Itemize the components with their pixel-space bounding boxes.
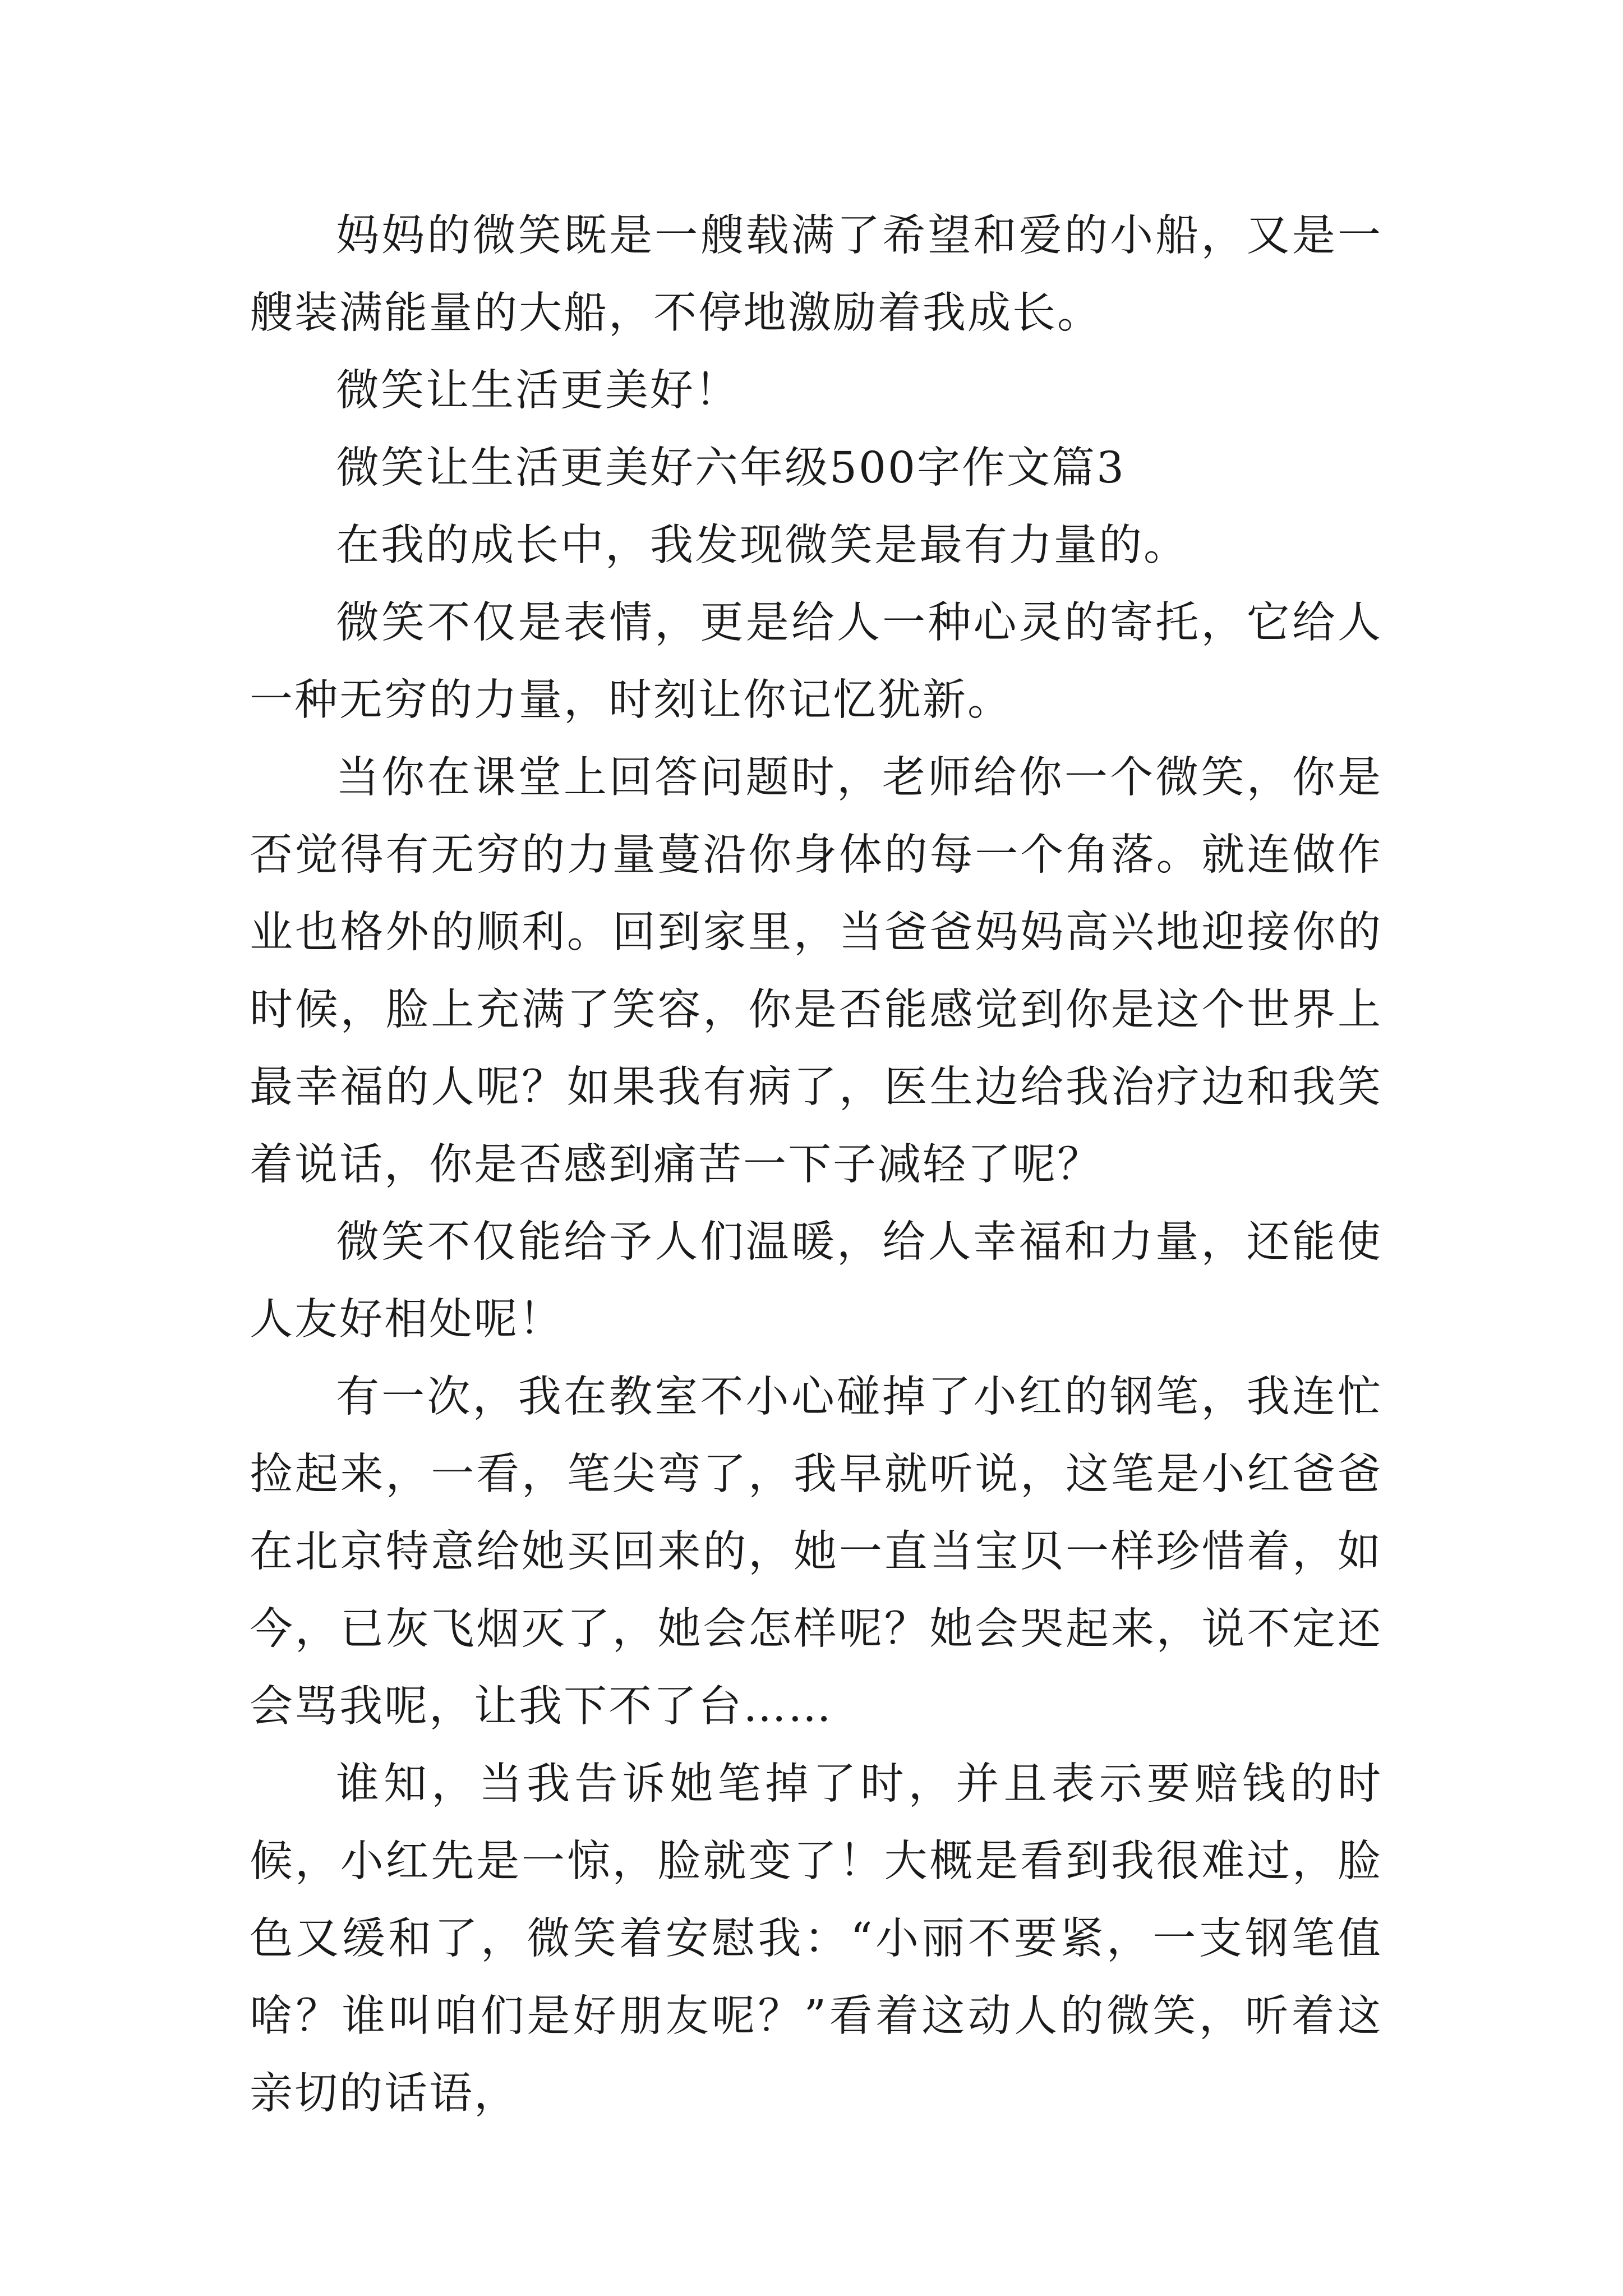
paragraph-pen-story: 有一次，我在教室不小心碰掉了小红的钢笔，我连忙捡起来，一看，笔尖弯了，我早就听说，这笔是小红爸爸在北京特意给她买回来的，她一直当宝贝一样珍惜着，如今，已灰飞烟灭了，她会怎样呢？她会哭起来，说不定还会骂我呢，让我下不了台…… [250,1372,1382,1732]
essay-title: 微笑让生活更美好六年级500字作文篇3 [336,443,1126,493]
paragraph-smile-better-life: 微笑让生活更美好！ [336,366,740,416]
paragraph-growth: 在我的成长中，我发现微笑是最有力量的。 [336,521,1188,570]
paragraph-mother-smile: 妈妈的微笑既是一艘载满了希望和爱的小船，又是一艘装满能量的大船，不停地激励着我成长。 [250,211,1382,338]
document-body [250,197,1382,2133]
paragraph-warmth: 微笑不仅能给予人们温暖，给人幸福和力量，还能使人友好相处呢！ [250,1217,1382,1345]
paragraph-classroom: 当你在课堂上回答问题时，老师给你一个微笑，你是否觉得有无穷的力量蔓沿你身体的每一个角落。就连做作业也格外的顺利。回到家里，当爸爸妈妈高兴地迎接你的时候，脸上充满了笑容，你是否能感觉到你是这个世界上最幸福的人呢？如果我有病了，医生边给我治疗边和我笑着说话，你是否感到痛苦一下子减轻了呢？ [250,753,1382,1190]
paragraph-xiaohong: 谁知，当我告诉她笔掉了时，并且表示要赔钱的时候，小红先是一惊，脸就变了！大概是看到我很难过，脸色又缓和了，微笑着安慰我：“小丽不要紧，一支钢笔值啥？谁叫咱们是好朋友呢？”看着这动人的微笑，听着这亲切的话语， [250,1759,1382,2119]
paragraph-smile-power: 微笑不仅是表情，更是给人一种心灵的寄托，它给人一种无穷的力量，时刻让你记忆犹新。 [250,598,1382,725]
